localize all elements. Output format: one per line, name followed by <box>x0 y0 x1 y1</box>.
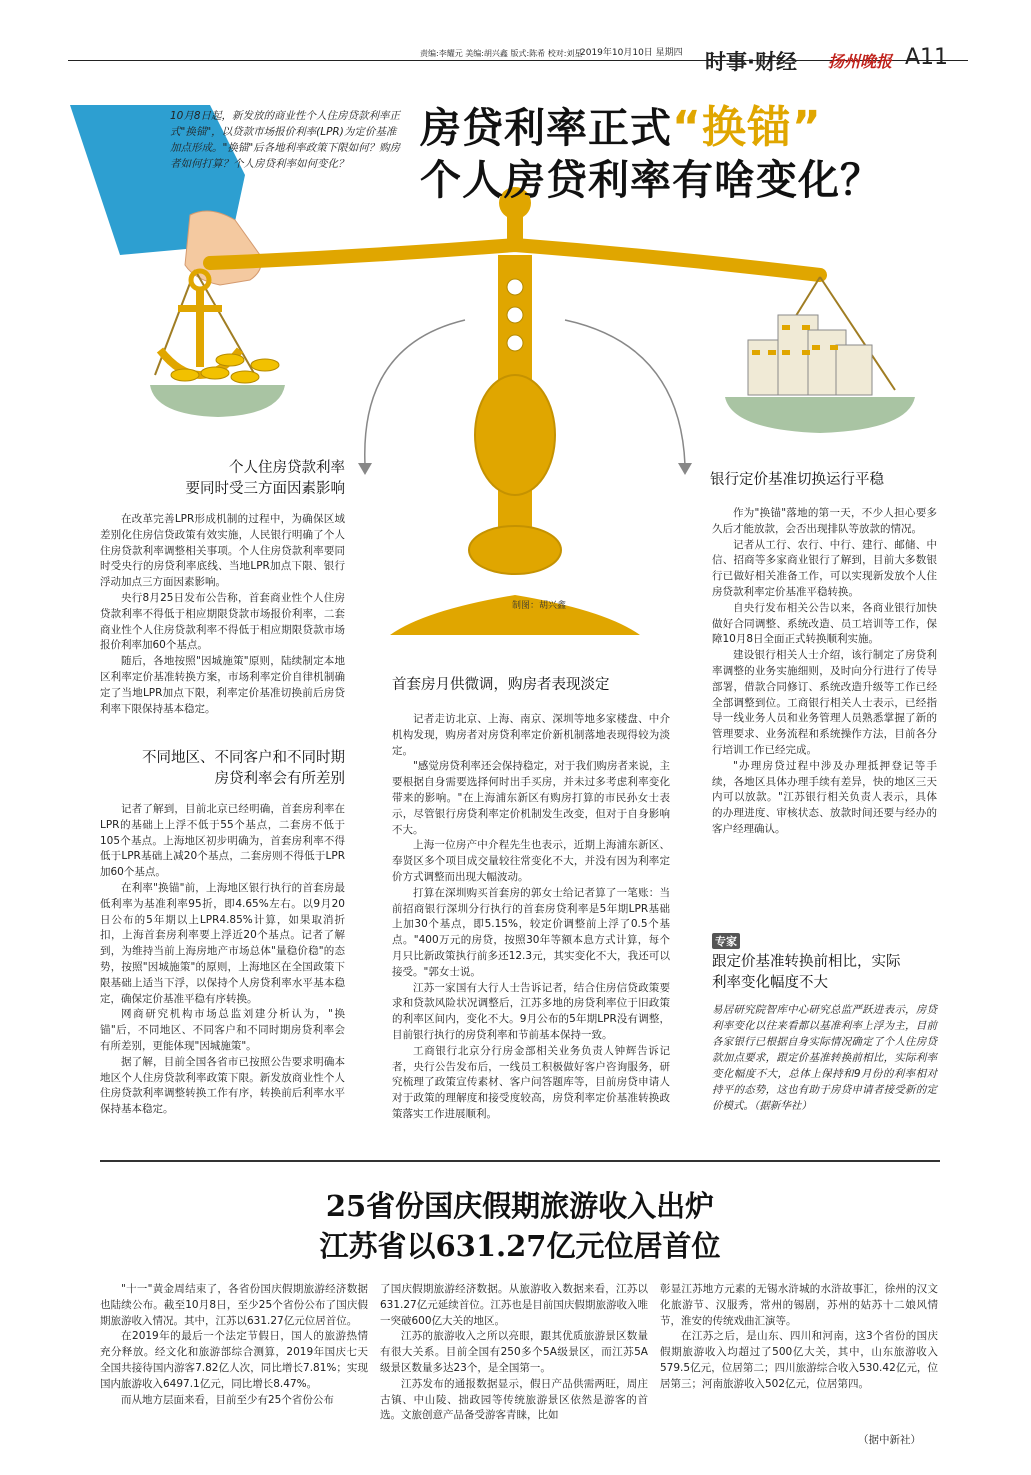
paragraph: 央行8月25日发布公告称，首套商业性个人住房贷款利率不得低于相应期限贷款市场报价利率，二套商业性个人住房贷款利率不得低于相应期限贷款市场报价利率加60个基点。 <box>100 591 345 652</box>
paragraph: "十一"黄金周结束了，各省份国庆假期旅游经济数据也陆续公布。截至10月8日，至少25个省份公布了国庆假期旅游收入情况。其中，江苏以631.27亿元位居首位。 <box>100 1283 368 1327</box>
tourism-source: （据中新社） <box>858 1434 921 1446</box>
tourism-column-3 <box>660 1282 938 1393</box>
paragraph: 在2019年的最后一个法定节假日，国人的旅游热情充分释放。经文化和旅游部综合测算，2019年国庆七天全国共接待国内游客7.82亿人次，同比增长7.81%；实现国内旅游收入6497.1亿元，同比增长8.47%。 <box>100 1330 368 1390</box>
paragraph: 而从地方层面来看，目前至少有25个省份公布 <box>121 1393 334 1406</box>
intro-text: 10月8日起，新发放的商业性个人住房贷款利率正式"换锚"，以贷款市场报价利率(LPR)为定价基准加点形成。"换锚"后各地利率政策下限如何？购房者如何打算？个人房贷利率如何变化？ <box>170 110 401 170</box>
middle-column <box>392 712 670 1123</box>
expert-source: （据新华社） <box>754 1100 812 1112</box>
paragraph: 记者了解到，目前北京已经明确，首套房利率在LPR的基础上上浮不低于55个基点，二套房不低于105个基点。上海地区初步明确为，首套房利率不得低于LPR基础上减20个基点，二套房则不得低于LPR加60个基点。 <box>100 803 345 879</box>
paragraph: 了国庆假期旅游经济数据。从旅游收入数据来看，江苏以631.27亿元延续首位。江苏也是目前国庆假期旅游收入唯一突破600亿大关的地区。 <box>380 1283 648 1327</box>
paragraph: 上海一位房产中介程先生也表示，近期上海浦东新区、奉贤区多个项目成交量较往常变化不大，并没有因为利率定价方式调整而出现大幅波动。 <box>392 839 670 883</box>
paragraph: 打算在深圳购买首套房的郭女士给记者算了一笔账：当前招商银行深圳分行执行的首套房贷利率是5年期LPR基础上加30个基点，即5.15%，较定价调整前上浮了0.5个基点。"400万元的房贷，按照30年等额本息方式计算，每个月只比新政策执行前多还12.3元，其实变化不大，我还可以接受。"郭女士说。 <box>392 886 670 978</box>
date-line: 2019年10月10日 星期四 <box>580 48 683 58</box>
subhead-right: 银行定价基准切换运行平稳 <box>710 472 884 488</box>
paragraph: 作为"换锚"落地的第一天，不少人担心要多久后才能放款，会否出现排队等放款的情况。 <box>712 507 937 535</box>
left-column-b <box>100 802 345 1118</box>
illustration-credit: 制图：胡兴鑫 <box>512 601 567 611</box>
paragraph: 江苏发布的通报数据显示，假日产品供需两旺，周庄古镇、中山陵、拙政园等传统旅游景区依然是游客的首选。文旅创意产品备受游客青睐，比如 <box>380 1377 648 1422</box>
paragraph: 彰显江苏地方元素的无锡水浒城的水浒故事汇，徐州的汉文化旅游节、汉服秀，常州的锡剧，苏州的姑苏十二娘风情节，淮安的传统戏曲汇演等。 <box>660 1283 938 1327</box>
right-pan <box>725 397 915 433</box>
paragraph: 网商研究机构市场总监刘建分析认为，"换锚"后，不同地区、不同客户和不同时期房贷利率会有所差别，更能体现"因城施策"。 <box>100 1008 345 1052</box>
left-pan <box>150 385 285 417</box>
left-column-a <box>100 512 345 717</box>
paragraph: 工商银行北京分行房金部相关业务负责人钟辉告诉记者，央行公告发布后，一线员工积极做好客户咨询服务，研究梳理了政策宣传素材、客户问答题库等，目前房贷申请人对于政策的理解度和接受度较高，房贷利率定价基准转换政策落实工作进展顺利。 <box>392 1044 670 1120</box>
subhead-middle: 首套房月供微调，购房者表现淡定 <box>392 677 610 693</box>
expert-badge: 专家 <box>712 933 740 949</box>
subhead-left-2: 不同地区、不同客户和不同时期 房贷利率会有所差别 <box>142 750 345 787</box>
paragraph: 建设银行相关人士介绍，该行制定了房贷利率调整的业务实施细则，及时向分行进行了传导部署，借款合同修订、系统改造升级等工作已经全部调整到位。工商银行相关人士表示，已经指导一线业务人员和业务管理人员熟悉掌握了新的管理要求、业务流程和系统操作方法，目前各分行培训工作已经完成。 <box>712 649 937 756</box>
arrow-right <box>565 320 685 465</box>
title-prefix: 房贷利率正式 <box>420 104 672 152</box>
feature-title-line2: 个人房贷利率有啥变化？ <box>420 156 882 204</box>
arrow-left <box>365 320 465 465</box>
paragraph: 江苏一家国有大行人士告诉记者，结合住房信贷政策要求和贷款风险状况调整后，江苏多地的房贷利率位于旧政策的利率区间内，变化不大。9月公布的5年期LPR没有调整，目前银行执行的房贷利率和节前基本保持一致。 <box>392 981 670 1041</box>
paragraph: 自央行发布相关公告以来，各商业银行加快做好合同调整、系统改造、员工培训等工作，保障10月8日全面正式转换顺利实施。 <box>712 601 937 646</box>
expert-paragraph: 易居研究院智库中心研究总监严跃进表示，房贷利率变化以往来看都以基准利率上浮为主，目前各家银行已根据自身实际情况确定了个人住房贷款加点要求，跟定价基准转换前相比，实际利率变化幅度不大，总体上保持和9月份的利率相对持平的态势，这也有助于房贷申请者接受新的定价模式。 <box>712 1004 937 1112</box>
paragraph: 记者从工行、农行、中行、建行、邮储、中信、招商等多家商业银行了解到，目前大多数银行已做好相关准备工作，可以实现新发放个人住房贷款利率定价基准平稳转换。 <box>712 538 937 598</box>
subhead-left-1: 个人住房贷款利率 要同时受三方面因素影响 <box>185 460 345 497</box>
title-highlight: “换锚” <box>672 102 822 153</box>
paragraph: "办理房贷过程中涉及办理抵押登记等手续，各地区具体办理手续有差异，快的地区三天内可以放款。"江苏银行相关负责人表示，具体的办理进度、审核状态、放款时间还要与经办的客户经理确认。 <box>712 759 937 835</box>
section-divider <box>100 1160 940 1162</box>
paragraph: 随后，各地按照"因城施策"原则，陆续制定本地区利率定价基准转换方案，市场利率定价自律机制确定了当地LPR加点下限，利率定价基准切换前后房贷利率下限保持基本稳定。 <box>100 655 345 715</box>
paragraph: "感觉房贷利率还会保持稳定，对于我们购房者来说，主要根据自身需要选择何时出手买房，并未过多考虑利率变化带来的影响。"在上海浦东新区有购房打算的市民孙女士表示，尽管银行房贷利率定价机制发生改变，但对于自身影响不大。 <box>392 760 670 836</box>
page-number: A11 <box>905 45 949 70</box>
tourism-title-line2: 江苏省以631.27亿元位居首位 <box>319 1229 721 1263</box>
tourism-column-2 <box>380 1282 648 1424</box>
paragraph: 在改革完善LPR形成机制的过程中，为确保区域差别化住房信贷政策有效实施，人民银行明确了个人住房贷款利率调整相关事项。个人住房贷款利率要同时受央行的房贷利率底线、当地LPR加点下限、银行浮动加点三方面因素影响。 <box>100 513 345 589</box>
paragraph: 江苏的旅游收入之所以亮眼，跟其优质旅游景区数量有很大关系。目前全国有250多个5A级景区，而江苏5A级景区数量多达23个，是全国第一。 <box>380 1330 648 1374</box>
expert-text <box>712 1002 937 1114</box>
paragraph: 在江苏之后，是山东、四川和河南，这3个省份的国庆假期旅游收入均超过了500亿大关，其中，山东旅游收入579.5亿元，位居第二；四川旅游综合收入530.42亿元，位居第三；河南旅游收入502亿元，位居第四。 <box>660 1330 938 1390</box>
right-column <box>712 506 937 838</box>
paper-logo: 扬州晚报 <box>828 52 893 71</box>
section-name: 时事·财经 <box>705 50 797 74</box>
paragraph: 记者走访北京、上海、南京、深圳等地多家楼盘、中介机构发现，购房者对房贷利率定价新机制落地表现得较为淡定。 <box>392 713 670 757</box>
subhead-expert: 跟定价基准转换前相比，实际 利率变化幅度不大 <box>712 954 901 991</box>
staff-line: 责编:李耀元 美编:胡兴鑫 版式:陈希 校对:刘星 <box>420 49 583 58</box>
expert-badge-wrap <box>712 930 740 949</box>
feature-title-line1 <box>420 103 822 153</box>
tourism-column-1 <box>100 1282 368 1408</box>
tourism-title-line1: 25省份国庆假期旅游收入出炉 <box>325 1189 715 1223</box>
paragraph: 在利率"换锚"前，上海地区银行执行的首套房最低利率为基准利率95折，即4.65%左右。以9月20日公布的5年期以上LPR4.85%计算，如果取消折扣，上海首套房利率要上浮近20个基点。记者了解到，为维持当前上海房地产市场总体"量稳价稳"的态势，按照"因城施策"的原则，上海地区在全国政策下限基础上适当下浮，以保持个人房贷利率水平基本稳定，确保定价基准平稳有序转换。 <box>100 881 345 1005</box>
paragraph: 据了解，目前全国各省市已按照公告要求明确本地区个人住房贷款利率政策下限。新发放商业性个人住房贷款利率调整转换工作有序，转换前后利率水平保持基本稳定。 <box>100 1055 345 1116</box>
